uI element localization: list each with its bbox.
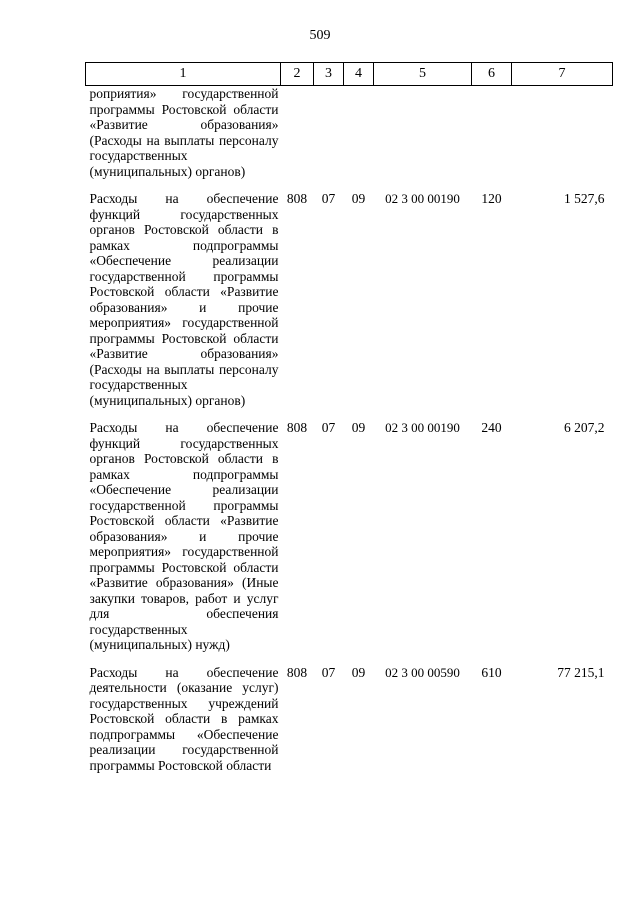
row-ministry-code: 808 (286, 420, 308, 435)
row-description: Расходы на обеспечение функций государственных органов Ростовской области в рамках подпрограммы «Обеспечение реализации государственной программы Ростовской области «Развитие образования» и прочие мероприятия» государственной программы Ростовской области «Развитие образования» (Расходы на выплаты персоналу государственных (муниципальных) органов) (89, 191, 279, 408)
row-amount: 1 527,6 (564, 191, 605, 206)
budget-table (85, 62, 613, 773)
column-header-5: 5 (374, 63, 472, 86)
row-expense-type: 240 (481, 420, 502, 435)
row-amount (512, 86, 613, 180)
row-subsection-code: 09 (351, 664, 366, 680)
row-amount: 77 215,1 (557, 664, 605, 680)
row-ministry-code: 808 (286, 664, 308, 680)
row-expense-type: 120 (481, 191, 502, 206)
row-target-code: 02 3 00 00590 (385, 664, 460, 680)
table-header-row (86, 63, 613, 86)
row-description: роприятия» государственной программы Ростовской области «Развитие образования» (Расходы на выплаты персоналу государственных (муниципальных) органов) (89, 86, 279, 179)
column-header-1: 1 (86, 63, 281, 86)
column-header-4: 4 (344, 63, 374, 86)
column-header-7: 7 (512, 63, 613, 86)
table-row (86, 408, 613, 653)
table-row (86, 86, 613, 180)
row-section-code: 07 (321, 420, 336, 435)
row-description: Расходы на обеспечение функций государственных органов Ростовской области в рамках подпрограммы «Обеспечение реализации государственной программы Ростовской области «Развитие образования» и прочие мероприятия» государственной программы Ростовской области «Развитие образования» (Иные закупки товаров, работ и услуг для обеспечения государственных (муниципальных) нужд) (89, 420, 279, 652)
row-subsection-code: 09 (351, 420, 366, 435)
row-subsection-code (344, 86, 374, 180)
row-section-code: 07 (321, 191, 336, 206)
row-ministry-code (281, 86, 314, 180)
table-row (86, 179, 613, 408)
column-header-6: 6 (472, 63, 512, 86)
page-number: 509 (309, 28, 331, 43)
row-target-code: 02 3 00 00190 (385, 191, 460, 206)
column-header-2: 2 (281, 63, 314, 86)
row-target-code (374, 86, 472, 180)
row-section-code (314, 86, 344, 180)
row-description: Расходы на обеспечение деятельности (оказание услуг) государственных учреждений Ростовской области в рамках подпрограммы «Обеспечение реализации государственной программы Ростовской области (89, 664, 279, 773)
row-expense-type: 610 (481, 664, 502, 680)
row-ministry-code: 808 (286, 191, 308, 206)
column-header-3: 3 (314, 63, 344, 86)
row-section-code: 07 (321, 664, 336, 680)
row-target-code: 02 3 00 00190 (385, 420, 460, 435)
row-expense-type (472, 86, 512, 180)
row-subsection-code: 09 (351, 191, 366, 206)
table-row (86, 653, 613, 774)
row-amount: 6 207,2 (564, 420, 605, 435)
